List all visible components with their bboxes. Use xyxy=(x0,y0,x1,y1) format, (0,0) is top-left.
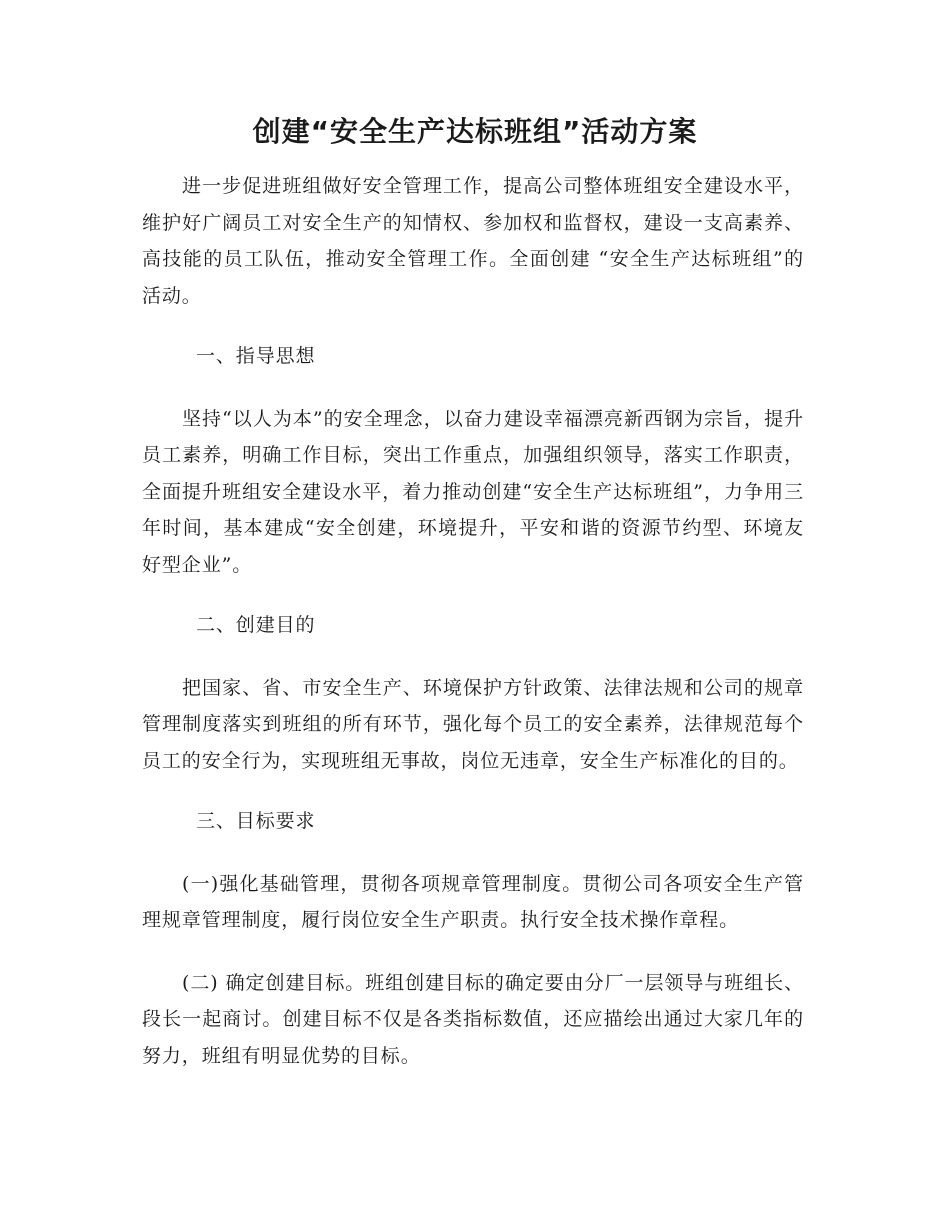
spacer xyxy=(142,314,804,338)
document-title: 创建“安全生产达标班组”活动方案 xyxy=(252,115,698,148)
section-heading-purpose: 二、创建目的 xyxy=(196,614,316,636)
document-body xyxy=(142,168,804,1074)
spacer xyxy=(142,644,804,670)
section-heading-goals: 三、目标要求 xyxy=(196,810,316,832)
spacer xyxy=(142,583,804,607)
section-heading-guiding-ideology: 一、指导思想 xyxy=(196,345,316,367)
intro-paragraph: 进一步促进班组做好安全管理工作，提高公司整体班组安全建设水平，维护好广阔员工对安全生产的知情权、参加权和监督权，建设一支高素养、高技能的员工队伍，推动安全管理工作。全面创建 “安全生产达标班组”的活动。 xyxy=(142,175,804,307)
spacer xyxy=(142,840,804,866)
spacer xyxy=(142,779,804,803)
spacer xyxy=(142,375,804,401)
section-paragraph-guiding-ideology: 坚持“以人为本”的安全理念，以奋力建设幸福漂亮新西钢为宗旨，提升员工素养，明确工作目标，突出工作重点，加强组织领导，落实工作职责，全面提升班组安全建设水平，着力推动创建“安全生产达标班组”，力争用三年时间，基本建成“安全创建，环境提升，平安和谐的资源节约型、环境友好型企业”。 xyxy=(142,407,804,576)
section-paragraph-goals-2: (二) 确定创建目标。班组创建目标的确定要由分厂一层领导与班组长、段长一起商讨。创建目标不仅是各类指标数值，还应描绘出通过大家几年的努力，班组有明显优势的目标。 xyxy=(142,971,804,1067)
spacer xyxy=(142,939,804,965)
section-paragraph-goals-1: (一)强化基础管理，贯彻各项规章管理制度。贯彻公司各项安全生产管理规章管理制度，履行岗位安全生产职责。执行安全技术操作章程。 xyxy=(142,872,804,931)
section-paragraph-purpose: 把国家、省、市安全生产、环境保护方针政策、法律法规和公司的规章管理制度落实到班组的所有环节，强化每个员工的安全素养，法律规范每个员工的安全行为，实现班组无事故，岗位无违章，安全生产标准化的目的。 xyxy=(142,676,804,772)
